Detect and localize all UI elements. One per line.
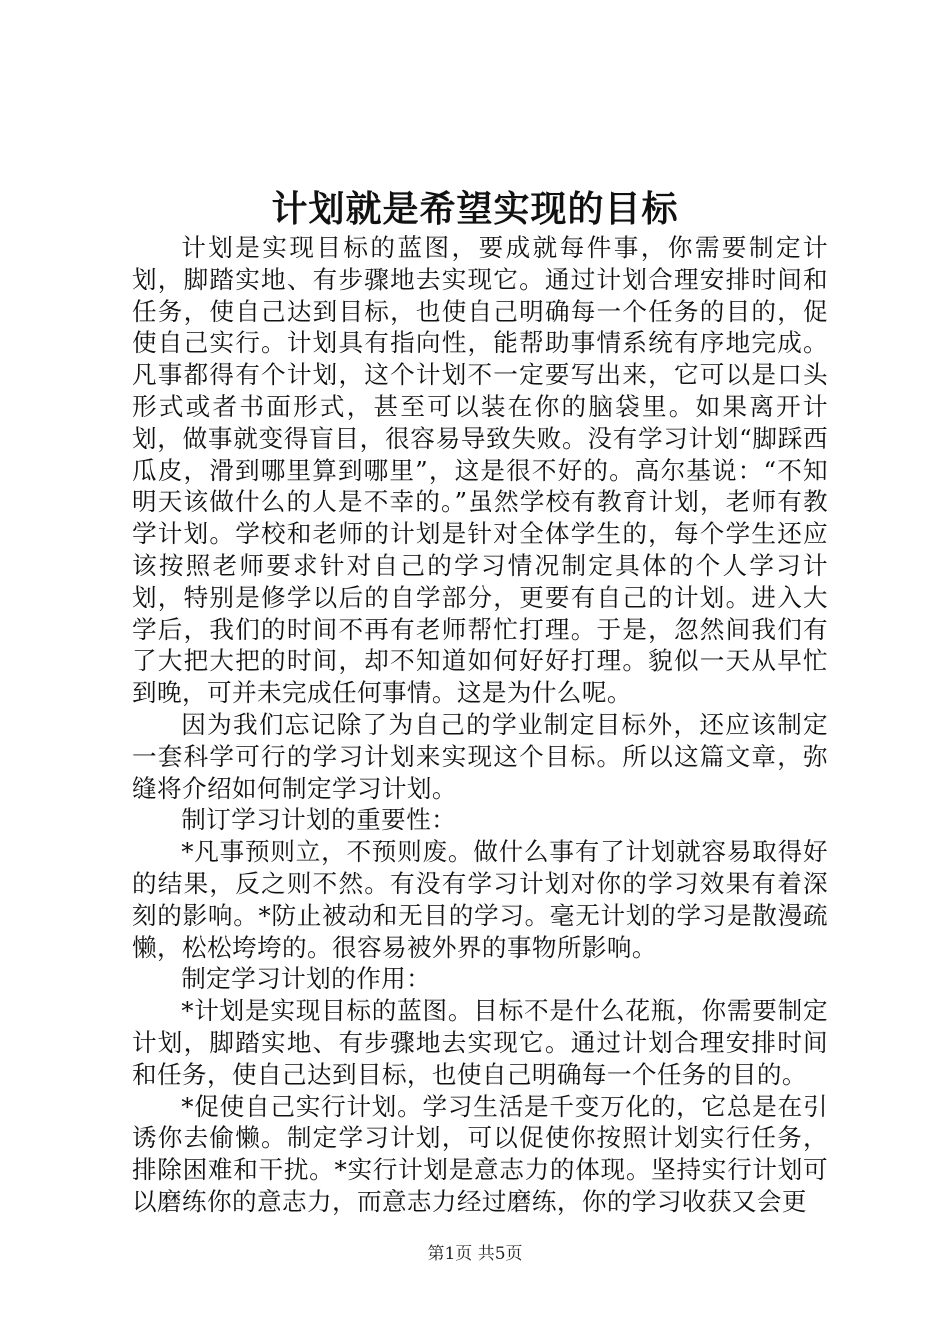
paragraph-blueprint: *计划是实现目标的蓝图。目标不是什么花瓶，你需要制定计划，脚踏实地、有步骤地去实现它。通过计划合理安排时间和任务，使自己达到目标，也使自己明确每一个任务的目的。 bbox=[132, 996, 828, 1089]
paragraph-importance: *凡事预则立，不预则废。做什么事有了计划就容易取得好的结果，反之则不然。有没有学习计划对你的学习效果有着深刻的影响。*防止被动和无目的学习。毫无计划的学习是散漫疏懒，松松垮垮的。很容易被外界的事物所影响。 bbox=[132, 837, 828, 962]
heading-importance: 制订学习计划的重要性： bbox=[181, 805, 457, 835]
paragraph-reason: 因为我们忘记除了为自己的学业制定目标外，还应该制定一套科学可行的学习计划来实现这个目标。所以这篇文章，弥缝将介绍如何制定学习计划。 bbox=[132, 709, 828, 803]
page-number: 第1页 共5页 bbox=[427, 1244, 523, 1264]
heading-function: 制定学习计划的作用： bbox=[181, 964, 432, 994]
document-title: 计划就是希望实现的目标 bbox=[271, 188, 679, 230]
document-body bbox=[132, 232, 828, 1218]
paragraph-intro: 计划是实现目标的蓝图，要成就每件事，你需要制定计划，脚踏实地、有步骤地去实现它。通过计划合理安排时间和任务，使自己达到目标，也使自己明确每一个任务的目的，促使自己实行。计划具有指向性，能帮助事情系统有序地完成。凡事都得有个计划，这个计划不一定要写出来，它可以是口头形式或者书面形式，甚至可以装在你的脑袋里。如果离开计划，做事就变得盲目，很容易导致失败。没有学习计划“脚踩西瓜皮，滑到哪里算到哪里”，这是很不好的。高尔基说：“不知明天该做什么的人是不幸的。”虽然学校有教育计划，老师有教学计划。学校和老师的计划是针对全体学生的，每个学生还应该按照老师要求针对自己的学习情况制定具体的个人学习计划，特别是修学以后的自学部分，更要有自己的计划。进入大学后，我们的时间不再有老师帮忙打理。于是，忽然间我们有了大把大把的时间，却不知道如何好好打理。貌似一天从早忙到晚，可并未完成任何事情。这是为什么呢。 bbox=[132, 233, 828, 708]
paragraph-execution: *促使自己实行计划。学习生活是千变万化的，它总是在引诱你去偷懒。制定学习计划，可以促使你按照计划实行任务，排除困难和干扰。*实行计划是意志力的体现。坚持实行计划可以磨练你的意志力，而意志力经过磨练，你的学习收获又会更 bbox=[132, 1091, 828, 1216]
